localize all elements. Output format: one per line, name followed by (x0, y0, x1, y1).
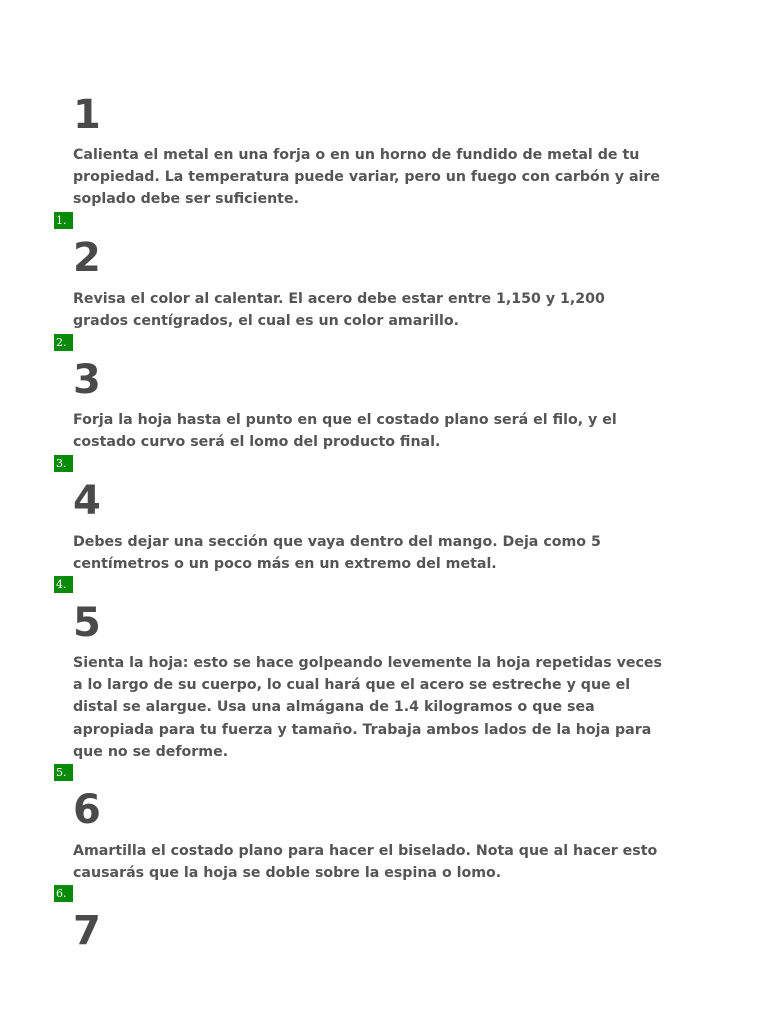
step-text: Sienta la hoja: esto se hace golpeando levemente la hoja repetidas veces a lo largo de su cuerpo, lo cual hará que el acero se estreche y que el distal se alargue. Usa una almágana de 1.4 kilogramos o que sea apropiada para tu fuerza y tamaño. Trabaja ambos lados de la hoja para que no se deforme. (73, 655, 662, 760)
step-text: Forja la hoja hasta el punto en que el costado plano será el filo, y el costado curvo será el lomo del producto final. (73, 412, 617, 451)
step-badge: 6. (54, 885, 73, 902)
step-number: 7 (73, 908, 101, 954)
step-text: Amartilla el costado plano para hacer el biselado. Nota que al hacer esto causarás que la hoja se doble sobre la espina o lomo. (73, 843, 658, 882)
step-text: Debes dejar una sección que vaya dentro del mango. Deja como 5 centímetros o un poco más en un extremo del metal. (73, 534, 601, 573)
step-number: 1 (73, 92, 101, 138)
step-text: Calienta el metal en una forja o en un horno de fundido de metal de tu propiedad. La temperatura puede variar, pero un fuego con carbón y aire soplado debe ser suficiente. (73, 147, 661, 208)
step-badge: 5. (54, 764, 73, 781)
step-badge: 1. (54, 212, 73, 229)
step-number: 4 (73, 478, 101, 524)
step-badge: 4. (54, 576, 73, 593)
step-badge: 2. (54, 334, 73, 351)
step-number: 5 (73, 600, 101, 646)
step-number: 3 (73, 357, 101, 403)
step-number: 2 (73, 235, 101, 281)
step-badge: 3. (54, 455, 73, 472)
step-text: Revisa el color al calentar. El acero debe estar entre 1,150 y 1,200 grados centígrados, el cual es un color amarillo. (73, 291, 605, 330)
step-number: 6 (73, 787, 101, 833)
